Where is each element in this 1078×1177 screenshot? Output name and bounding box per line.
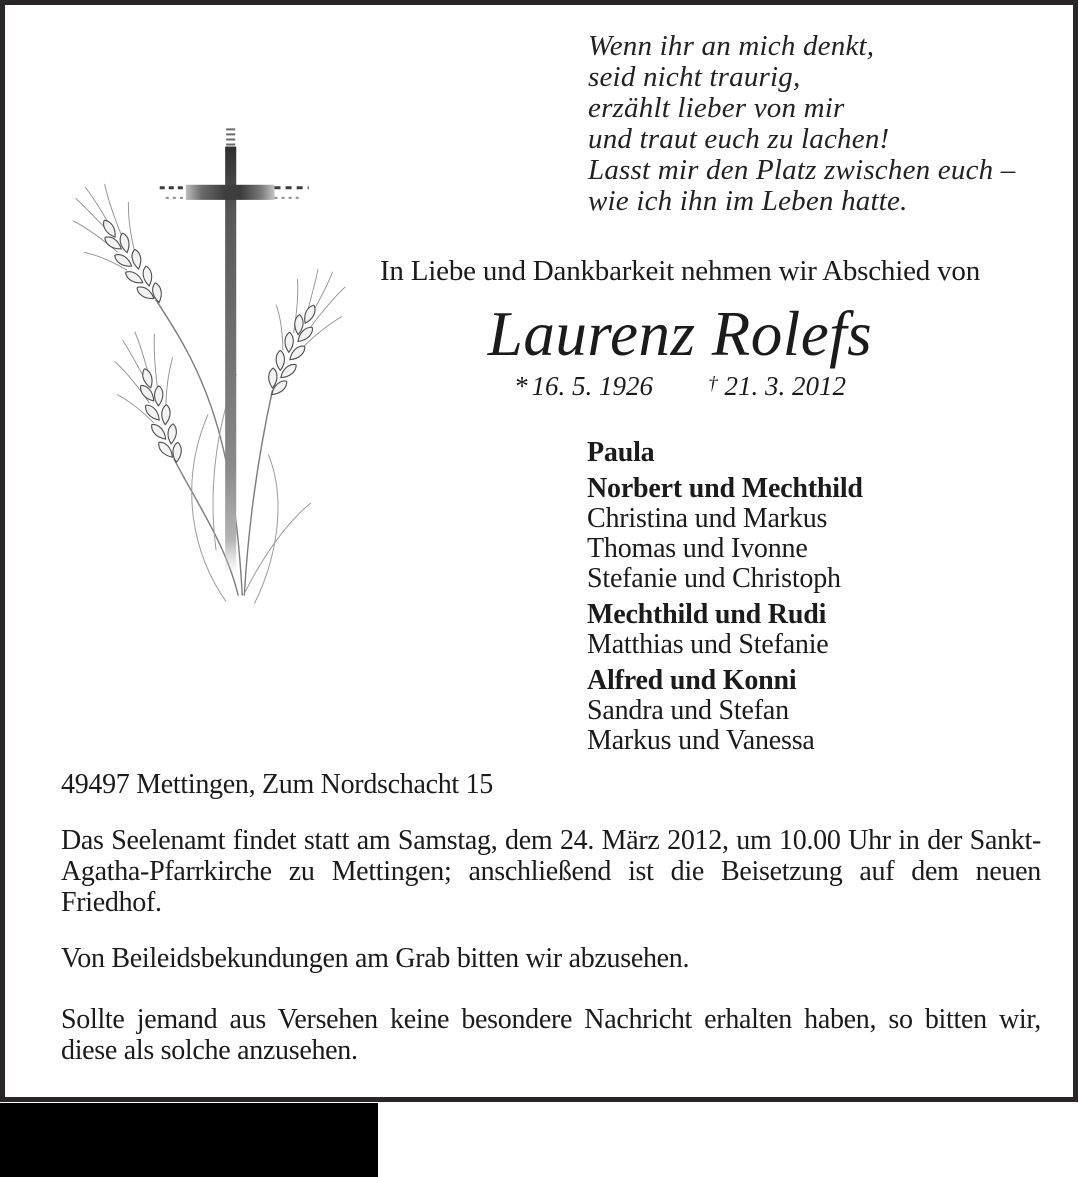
birth-date: *16. 5. 1926 — [514, 371, 654, 401]
mourner-name: Markus und Vanessa — [587, 725, 815, 756]
funeral-service-paragraph: Das Seelenamt findet statt am Samstag, dem 24. März 2012, um 10.00 Uhr in der Sankt-Agatha-Pfarrkirche zu Mettingen; anschließend ist die Beisetzung auf dem neuen Friedhof. — [61, 825, 1041, 918]
life-dates — [280, 371, 1078, 402]
poem-line: Wenn ihr an mich denkt, — [588, 30, 875, 62]
poem-line: und traut euch zu lachen! — [588, 123, 890, 155]
birth-star-symbol: * — [514, 371, 532, 401]
mourner-name: Alfred und Konni — [587, 665, 797, 696]
mourner-name: Thomas und Ivonne — [587, 533, 808, 564]
death-cross-symbol: † — [708, 373, 718, 395]
mourners-list — [587, 438, 863, 756]
notice-paragraph: Sollte jemand aus Versehen keine besondere Nachricht erhalten haben, so bitten wir, diese als solche anzusehen. — [61, 1004, 1041, 1066]
mourner-name: Sandra und Stefan — [587, 695, 789, 726]
death-date: † 21. 3. 2012 — [708, 371, 846, 401]
mourner-name: Mechthild und Rudi — [587, 599, 827, 630]
redaction-bar — [0, 1103, 378, 1177]
farewell-intro-line: In Liebe und Dankbarkeit nehmen wir Abschied von — [379, 255, 981, 287]
address-line: 49497 Mettingen, Zum Nordschacht 15 — [61, 769, 493, 800]
poem-line: seid nicht traurig, — [588, 61, 801, 93]
announcement-block — [61, 769, 1041, 1066]
poem-line: wie ich ihn im Leben hatte. — [588, 185, 908, 217]
deceased-name: Laurenz Rolefs — [487, 299, 873, 369]
mourner-name: Matthias und Stefanie — [587, 629, 829, 660]
poem-line: erzählt lieber von mir — [588, 92, 845, 124]
memorial-poem — [588, 31, 1016, 217]
condolence-paragraph: Von Beileidsbekundungen am Grab bitten wir abzusehen. — [61, 943, 690, 974]
mourner-name: Norbert und Mechthild — [587, 473, 863, 504]
mourner-name: Christina und Markus — [587, 503, 828, 534]
mourner-name: Stefanie und Christoph — [587, 563, 841, 594]
poem-line: Lasst mir den Platz zwischen euch – — [588, 154, 1016, 186]
mourner-name: Paula — [587, 437, 655, 468]
